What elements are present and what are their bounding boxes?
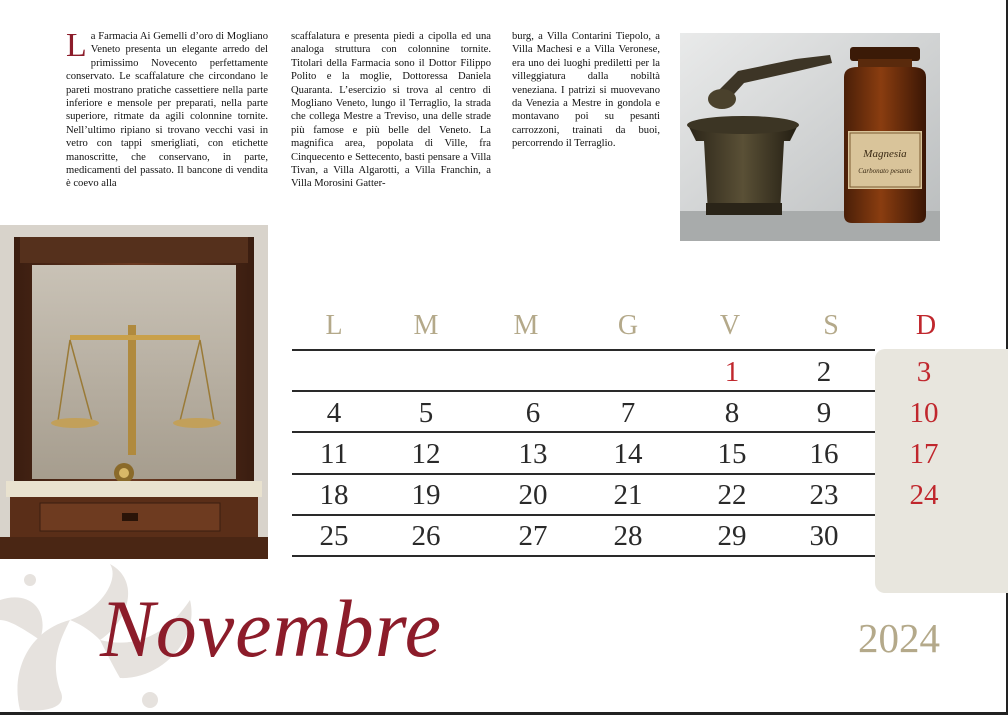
calendar-row-divider <box>292 473 875 475</box>
calendar-day: 18 <box>319 479 349 511</box>
calendar-day: 17 <box>909 438 939 470</box>
calendar-day: 26 <box>411 520 441 552</box>
drop-cap: L <box>66 27 87 64</box>
calendar-day: 5 <box>418 397 434 429</box>
calendar-day: 1 <box>724 356 740 388</box>
calendar-day: 2 <box>816 356 832 388</box>
calendar-day: 28 <box>613 520 643 552</box>
calendar-day: 11 <box>320 438 348 470</box>
calendar-day: 3 <box>916 356 932 388</box>
calendar-day: 24 <box>909 479 939 511</box>
calendar-day: 6 <box>525 397 541 429</box>
calendar-row-divider <box>292 390 875 392</box>
year-label: 2024 <box>858 615 940 661</box>
calendar-day: 10 <box>909 397 939 429</box>
calendar-day: 20 <box>518 479 548 511</box>
calendar-day: 8 <box>724 397 740 429</box>
calendar-day: 23 <box>809 479 839 511</box>
article-column-3: burg, a Villa Contarini Tiepolo, a Villa Machesi e a Villa Veronese, era uno dei luoghi prediletti per la villeggiatura dalla nobiltà veneziana. I patrizi si muovevano da Venezia a Mestre in gondola e montavano poi su pesanti carrozzoni, trainati da buoi, percorrendo il Terraglio. <box>512 31 660 150</box>
article-column-1-text: a Farmacia Ai Gemelli d’oro di Mogliano Veneto presenta un elegante arredo del primissimo Novecento perfettamente conservato. Le scaffalature che circondano le pareti mostrano pratiche cassettiere nella parte inferiore e mensole per preparati, nella parte superiore, ritmate da agili colonnine tornite. Nell’ultimo ripiano si trovano vecchi vasi in vetro con tappi smerigliati, con etichette manoscritte, che conservano, in parte, medicamenti del passato. Il bancone di vendita è coevo alla <box>66 31 268 190</box>
month-title: Novembre <box>100 583 442 674</box>
weekday-header-tuesday: M <box>413 310 439 341</box>
jar-label-line1: Magnesia <box>863 148 907 160</box>
photo-antique-balance <box>0 225 268 559</box>
calendar-row-divider <box>292 349 875 351</box>
calendar-day: 12 <box>411 438 441 470</box>
weekday-header-saturday: S <box>823 310 839 341</box>
weekday-header-wednesday: M <box>513 310 539 341</box>
calendar-day: 29 <box>717 520 747 552</box>
calendar-day: 21 <box>613 479 643 511</box>
calendar-day: 9 <box>816 397 832 429</box>
photo-mortar-and-jar <box>680 33 940 241</box>
article-column-1 <box>66 27 268 191</box>
calendar-row-divider <box>292 555 875 557</box>
calendar-day: 7 <box>620 397 636 429</box>
calendar-day: 14 <box>613 438 643 470</box>
weekday-header-friday: V <box>719 310 741 341</box>
calendar-day: 15 <box>717 438 747 470</box>
weekday-header-monday: L <box>325 310 343 341</box>
calendar-day: 19 <box>411 479 441 511</box>
weekday-header-sunday: D <box>915 310 937 341</box>
calendar-day: 22 <box>717 479 747 511</box>
article-column-2: scaffalatura e presenta piedi a cipolla ed una analoga struttura con colonnine tornite. Titolari della Farmacia sono il Dottor Filippo Polito e la moglie, Dottoressa Daniela Quaranta. L’esercizio si trova al centro di Mogliano Veneto, lungo il Terraglio, la strada che collega Mestre a Treviso, una delle strade più famose e più belle del Veneto. La magnifica area, popolata di Ville, fra Cinquecento e Settecento, basti pensare a Villa Tivan, a Villa Algarotti, a Villa Franchin, a Villa Morosini Gatter- <box>291 31 491 190</box>
calendar-day: 27 <box>518 520 548 552</box>
calendar-row-divider <box>292 431 875 433</box>
calendar-day: 25 <box>319 520 349 552</box>
weekday-header-thursday: G <box>617 310 639 341</box>
calendar-day: 16 <box>809 438 839 470</box>
calendar-day: 4 <box>326 397 342 429</box>
jar-label-line2: Carbonato pesante <box>858 167 912 175</box>
calendar-day: 13 <box>518 438 548 470</box>
calendar-row-divider <box>292 514 875 516</box>
calendar-day: 30 <box>809 520 839 552</box>
